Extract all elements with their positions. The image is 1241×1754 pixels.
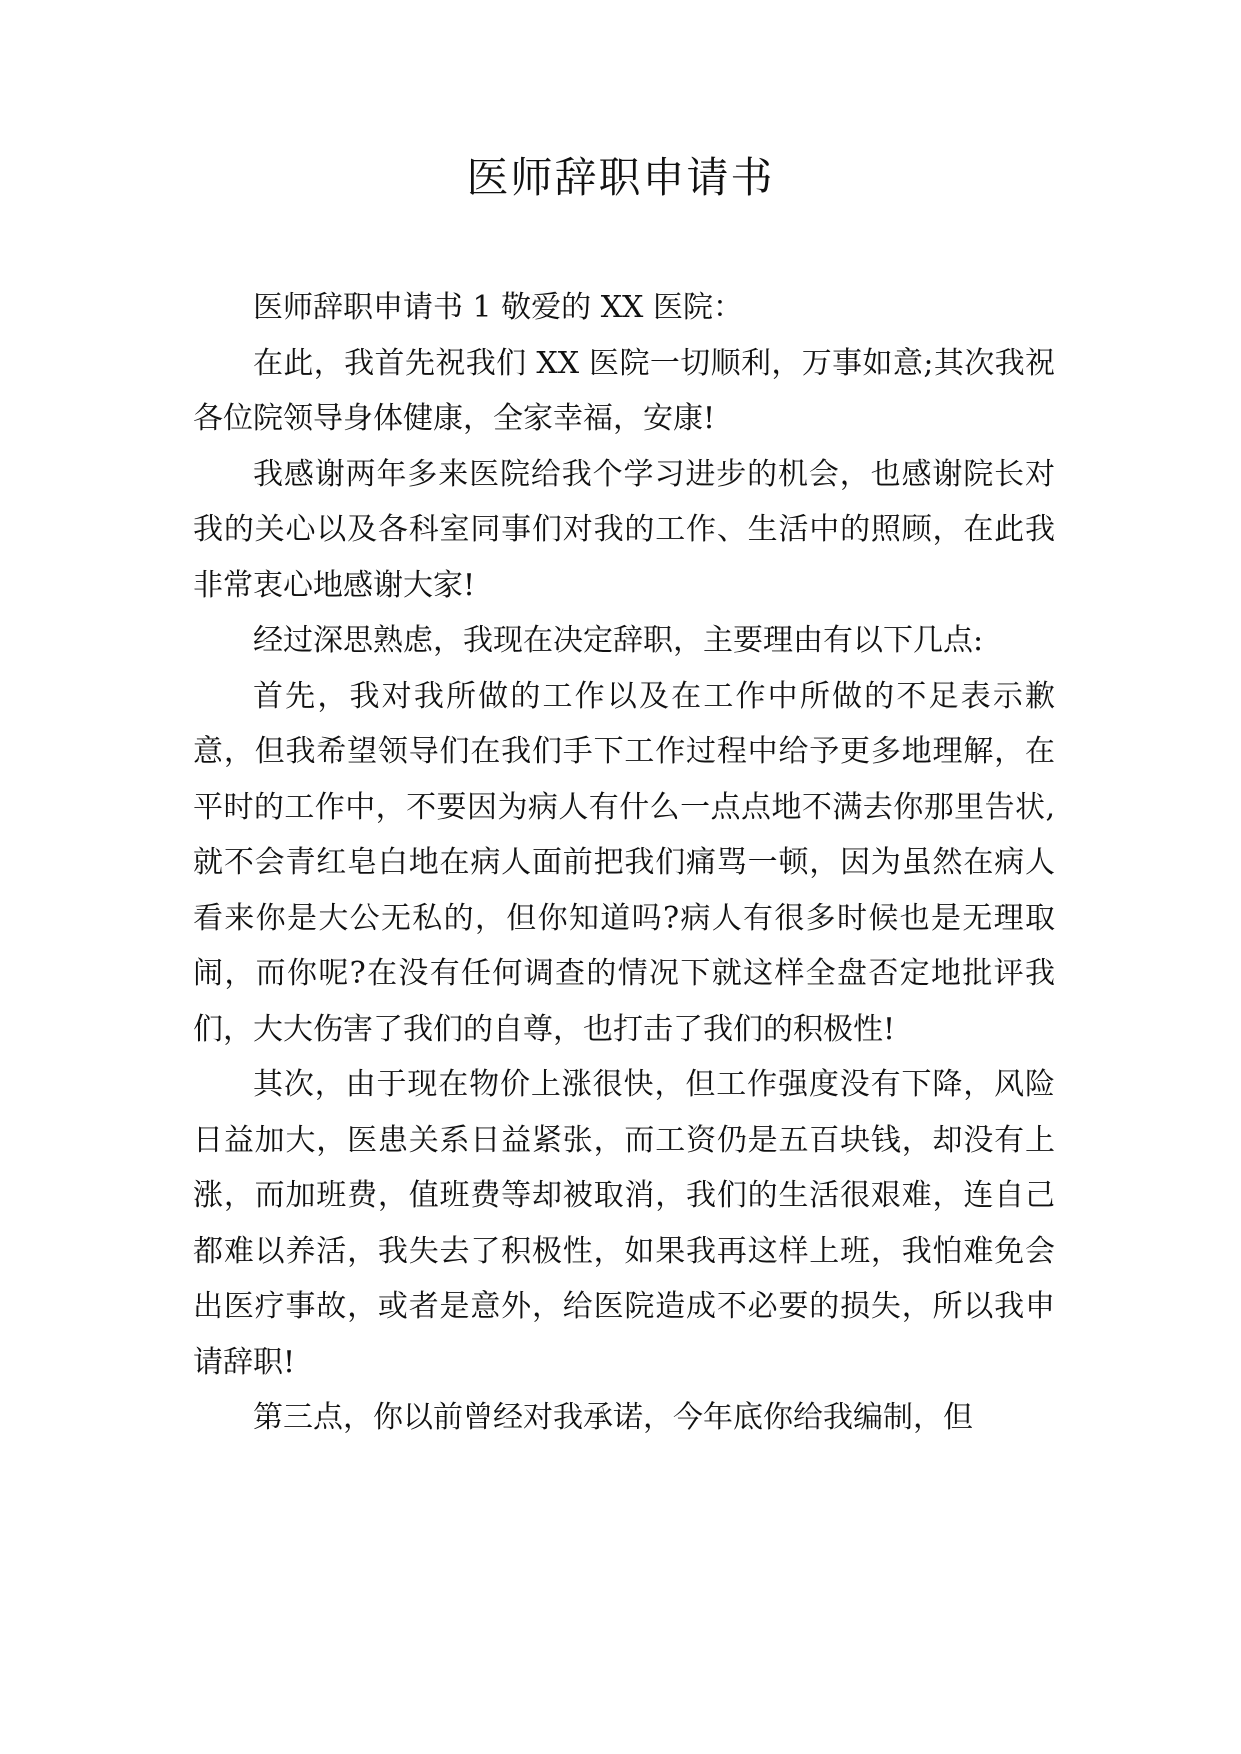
reason-first-paragraph: 首先，我对我所做的工作以及在工作中所做的不足表示歉意，但我希望领导们在我们手下工作过程中给予更多地理解，在平时的工作中，不要因为病人有什么一点点地不满去你那里告状,就不会青红皂白地在病人面前把我们痛骂一顿，因为虽然在病人看来你是大公无私的，但你知道吗?病人有很多时候也是无理取闹，而你呢?在没有任何调查的情况下就这样全盘否定地批评我们，大大伤害了我们的自尊，也打击了我们的积极性! [193,678,1055,1047]
thanks-paragraph: 我感谢两年多来医院给我个学习进步的机会，也感谢院长对我的关心以及各科室同事们对我的工作、生活中的照顾，在此我非常衷心地感谢大家! [193,456,1055,603]
document-body [193,280,1055,1446]
reason-second-paragraph: 其次，由于现在物价上涨很快，但工作强度没有下降，风险日益加大，医患关系日益紧张，而工资仍是五百块钱，却没有上涨，而加班费，值班费等却被取消，我们的生活很艰难，连自己都难以养活，我失去了积极性，如果我再这样上班，我怕难免会出医疗事故，或者是意外，给医院造成不必要的损失，所以我申请辞职! [193,1067,1055,1380]
salutation-paragraph: 医师辞职申请书 1 敬爱的 XX 医院： [253,290,743,325]
decision-paragraph: 经过深思熟虑，我现在决定辞职，主要理由有以下几点: [253,623,984,658]
document-title: 医师辞职申请书 [466,153,775,202]
greeting-paragraph: 在此，我首先祝我们 XX 医院一切顺利，万事如意;其次我祝各位院领导身体健康，全家幸福，安康! [193,345,1055,436]
reason-third-paragraph: 第三点，你以前曾经对我承诺，今年底你给我编制，但 [253,1400,973,1435]
